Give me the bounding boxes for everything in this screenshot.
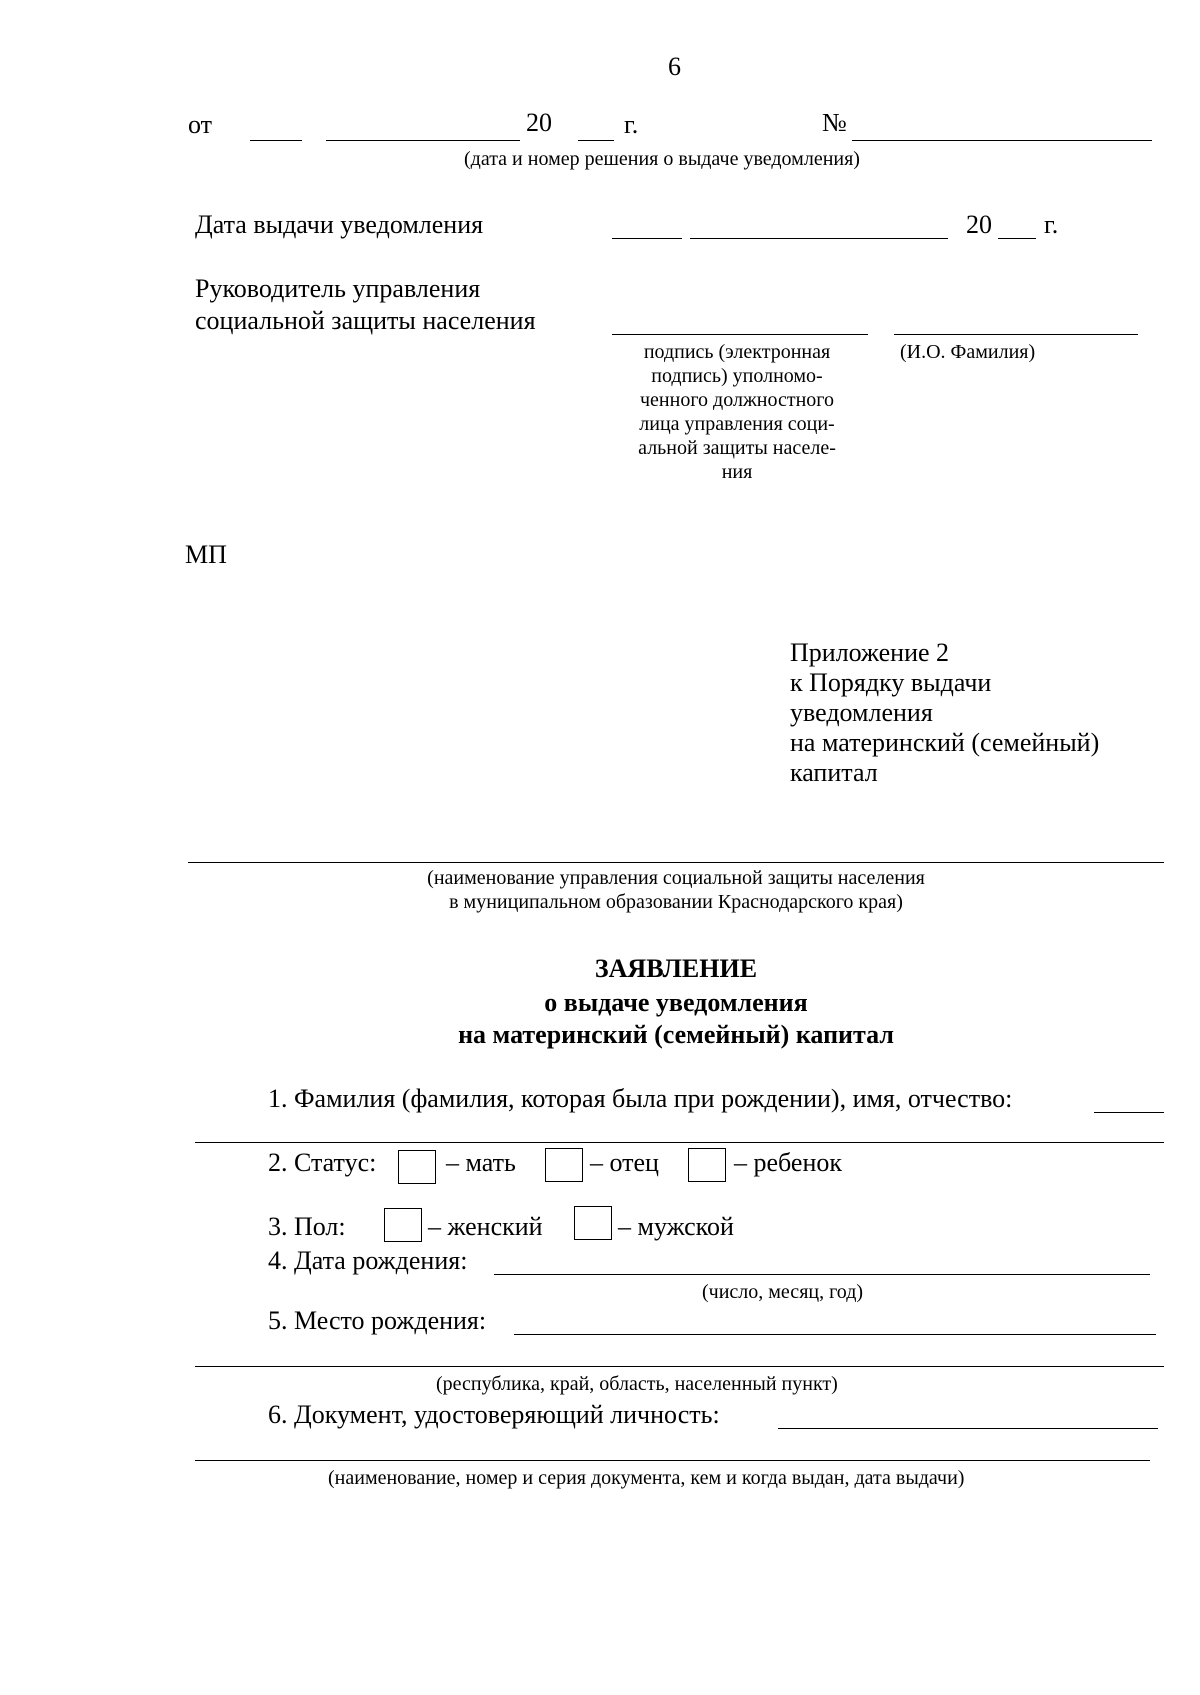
id-document-label: 6. Документ, удостоверяющий личность: xyxy=(268,1400,720,1429)
authority-caption-line: в муниципальном образовании Краснодарского края) xyxy=(449,891,903,913)
application-subtitle-2: на материнский (семейный) капитал xyxy=(458,1020,894,1049)
birth-place-label: 5. Место рождения: xyxy=(268,1306,487,1335)
status-child-label: – ребенок xyxy=(734,1148,843,1177)
name-field-label: 1. Фамилия (фамилия, которая была при рождении), имя, отчество: xyxy=(268,1084,1013,1113)
id-document-input[interactable] xyxy=(778,1428,1158,1429)
name-caption: (И.О. Фамилия) xyxy=(900,341,1036,363)
signature-caption-line: подпись) уполномо- xyxy=(651,365,823,387)
id-document-caption: (наименование, номер и серия документа, кем и когда выдан, дата выдачи) xyxy=(328,1467,965,1489)
name-input-continued[interactable] xyxy=(195,1142,1164,1143)
decision-number-field[interactable] xyxy=(852,140,1152,141)
signature-caption-line: ния xyxy=(721,461,753,483)
status-label: 2. Статус: xyxy=(268,1148,377,1177)
decision-year-suffix: г. xyxy=(624,110,639,139)
signature-caption-line: ченного должностного xyxy=(640,389,834,411)
page-number: 6 xyxy=(668,52,681,81)
decision-number-label: № xyxy=(822,108,847,137)
sex-male-label: – мужской xyxy=(618,1212,734,1241)
status-mother-label: – мать xyxy=(446,1148,516,1177)
appendix-block xyxy=(790,638,1099,788)
application-title: ЗАЯВЛЕНИЕ xyxy=(594,954,758,983)
appendix-line: Приложение 2 xyxy=(790,638,950,667)
status-father-label: – отец xyxy=(590,1148,659,1177)
id-document-input-continued[interactable] xyxy=(195,1460,1150,1461)
status-mother-checkbox[interactable] xyxy=(398,1150,436,1184)
sex-female-label: – женский xyxy=(428,1212,543,1241)
sex-female-checkbox[interactable] xyxy=(384,1208,422,1242)
sex-male-checkbox[interactable] xyxy=(574,1206,612,1240)
authority-caption-line: (наименование управления социальной защиты населения xyxy=(427,867,925,889)
appendix-line: к Порядку выдачи xyxy=(790,668,992,697)
application-subtitle-1: о выдаче уведомления xyxy=(544,988,808,1017)
issue-date-year-suffix: г. xyxy=(1044,210,1059,239)
decision-year-prefix: 20 xyxy=(526,108,552,137)
birth-date-caption: (число, месяц, год) xyxy=(702,1281,864,1303)
birth-place-caption: (республика, край, область, населенный пункт) xyxy=(436,1373,838,1395)
decision-from-label: от xyxy=(188,110,213,139)
authority-name-field[interactable] xyxy=(188,862,1164,863)
decision-day-field[interactable] xyxy=(250,140,302,141)
issue-date-label: Дата выдачи уведомления xyxy=(195,210,484,239)
signature-caption-line: подпись (электронная xyxy=(643,341,831,363)
sex-label: 3. Пол: xyxy=(268,1212,346,1241)
appendix-line: на материнский (семейный) xyxy=(790,728,1100,757)
signature-caption-line: альной защиты населе- xyxy=(638,437,836,459)
head-label-line2: социальной защиты населения xyxy=(195,306,536,335)
birth-date-label: 4. Дата рождения: xyxy=(268,1246,468,1275)
birth-date-input[interactable] xyxy=(494,1274,1150,1275)
authority-caption xyxy=(188,866,1164,914)
status-father-checkbox[interactable] xyxy=(545,1148,583,1182)
decision-year-field[interactable] xyxy=(578,140,614,141)
stamp-label: МП xyxy=(185,540,227,569)
birth-place-input-continued[interactable] xyxy=(195,1366,1164,1367)
issue-date-year-prefix: 20 xyxy=(966,210,992,239)
signature-field[interactable] xyxy=(612,334,868,335)
birth-place-input[interactable] xyxy=(514,1334,1156,1335)
head-label-line1: Руководитель управления xyxy=(195,274,481,303)
signature-caption xyxy=(606,340,868,484)
issue-date-month-field[interactable] xyxy=(690,238,948,239)
decision-month-field[interactable] xyxy=(326,140,520,141)
status-child-checkbox[interactable] xyxy=(688,1148,726,1182)
signature-caption-line: лица управления соци- xyxy=(639,413,835,435)
appendix-line: капитал xyxy=(790,758,878,787)
name-input[interactable] xyxy=(1094,1112,1164,1113)
appendix-line: уведомления xyxy=(790,698,933,727)
head-name-field[interactable] xyxy=(894,334,1138,335)
decision-caption: (дата и номер решения о выдаче уведомления) xyxy=(464,148,860,170)
issue-date-year-field[interactable] xyxy=(998,238,1036,239)
issue-date-day-field[interactable] xyxy=(612,238,682,239)
